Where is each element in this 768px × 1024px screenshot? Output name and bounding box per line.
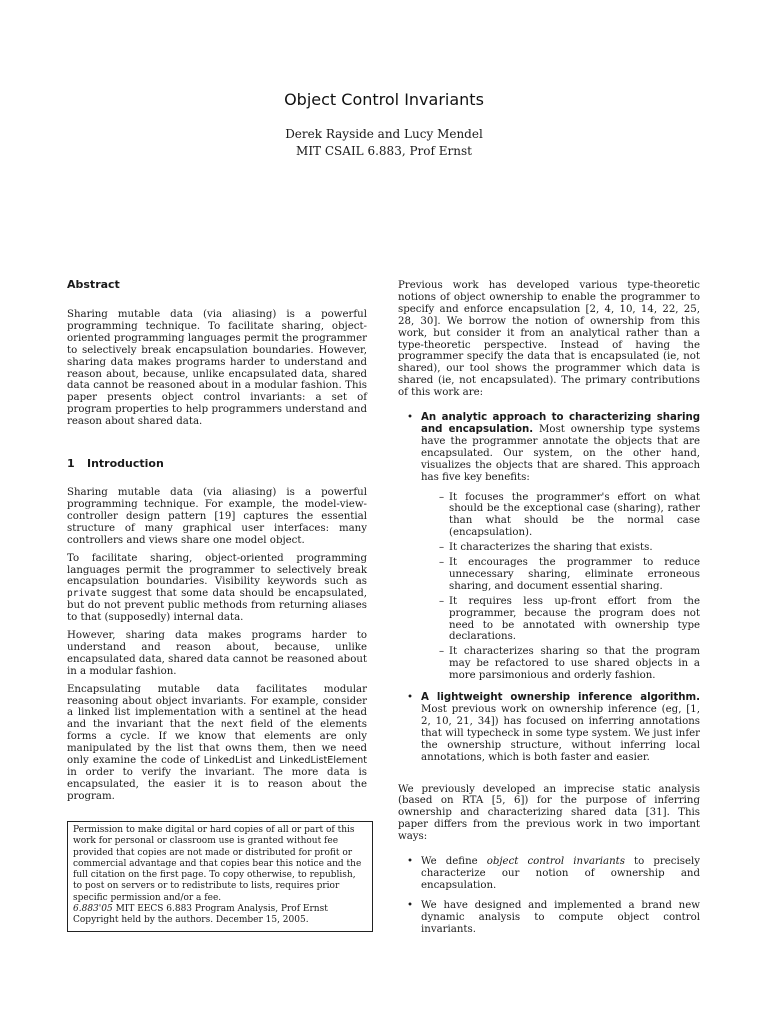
code-private: private	[67, 588, 108, 600]
list-item: – It characterizes sharing so that the program may be refactored to use shared objects in a more parsimonious and orderly fashion.	[439, 646, 700, 682]
contribution-1-lead: An analytic approach to characterizing sharing and encapsulation.	[421, 412, 700, 435]
list-item: • A lightweight ownership inference algorithm. Most previous work on ownership inference (eg, [1, 2, 10, 21, 34]) has focused on inferring annotations that will typecheck in some type system. We just infer the ownership structure, without inferring local annotations, which is both faster and easier.	[407, 692, 700, 763]
intro-paragraph-2: To facilitate sharing, object-oriented programming languages permit the programmer to selectively break encapsulation boundaries. Visibility keywords such as private suggest that some data should be encapsulated, but do not prevent public methods from returning aliases to that (supposedly) internal data.	[67, 552, 367, 624]
contribution-2-text: Most previous work on ownership inference (eg, [1, 2, 10, 21, 34]) has focused on inferring annotations that will typecheck in some type system. We just infer the ownership structure, without inferring local annotations, which is both faster and easier.	[421, 704, 700, 763]
intro-paragraph-4: Encapsulating mutable data facilitates modular reasoning about object invariants. For example, consider a linked list implementation with a sentinel at the head and the invariant that the next field of the elements forms a cycle. If we know that elements are only manipulated by the list that owns them, then we need only examine the code of LinkedList and LinkedListElement in order to verify the invariant. The more data is encapsulated, the easier it is to reason about the program.	[67, 683, 367, 802]
contribution-1-text: Most ownership type systems have the programmer annotate the objects that are encapsulated. Our system, on the other hand, visualizes the objects that are shared. This approach has five key benefits:	[421, 423, 700, 483]
list-item: – It focuses the programmer's effort on what should be the exceptional case (sharing), rather than what should be the normal case (encapsulation).	[439, 491, 700, 539]
list-item: – It encourages the programmer to reduce unnecessary sharing, eliminate erroneous sharing, and document essential sharing.	[439, 557, 700, 592]
author-names: Derek Rayside and Lucy Mendel	[285, 127, 483, 141]
author-affiliation: MIT CSAIL 6.883, Prof Ernst	[296, 144, 472, 158]
intro-paragraph-3: However, sharing data makes programs harder to understand and reason about, because, unlike encapsulated data, shared data cannot be reasoned about in a modular fashion.	[67, 630, 367, 677]
abstract-text: Sharing mutable data (via aliasing) is a powerful programming technique. To facilitate sharing, object-oriented programming languages permit the programmer to selectively break encapsulation boundaries. However, sharing data makes programs harder to understand and reason about, because, unlike encapsulated data, shared data cannot be reasoned about in a modular fashion. This paper presents object control invariants: a set of program properties to help programmers understand and reason about shared data.	[67, 309, 367, 428]
code-next: next	[220, 719, 244, 731]
list-item: • We define object control invariants to precisely characterize our notion of ownership and encapsulation.	[407, 856, 701, 891]
right-column	[398, 280, 700, 936]
differences-list	[398, 856, 700, 935]
term-object-control-invariants: object control invariants	[486, 856, 625, 868]
intro-heading	[67, 457, 367, 471]
intro-paragraph-1: Sharing mutable data (via aliasing) is a powerful programming technique. For example, the model-view-controller design pattern [19] captures the essential structure of many graphical user interfaces: many controllers and views share one model object.	[67, 487, 367, 546]
contributions-list	[398, 412, 700, 763]
permission-text: Permission to make digital or hard copies of all or part of this work for personal or classroom use is granted without fee provided that copies are not made or distributed for profit or commercial advantage and that copies bear this notice and the full citation on the first page. To copy otherwise, to republish, to post on servers or to redistribute to lists, requires prior specific permission and/or a fee.	[73, 825, 362, 903]
section-title: Introduction	[87, 457, 164, 471]
right-paragraph-2: We previously developed an imprecise static analysis (based on RTA [5, 6]) for the purpose of inferring ownership and characterizing shared data [31]. This paper differs from the previous work in two important ways:	[398, 783, 700, 843]
class-linkedlist: LinkedList	[203, 755, 252, 767]
section-number: 1	[67, 457, 75, 471]
list-item: • An analytic approach to characterizing sharing and encapsulation. Most ownership type systems have the programmer annotate the objects that are encapsulated. Our system, on the other hand, visualizes the objects that are shared. This approach has five key benefits: – It focuses the programmer's effort on what should be the exceptional case (sharing), rather than what should be the normal case (encapsulation). – It characterizes the sharing that exists. – It encourages the programmer to reduce unnecessary sharing, eliminate erroneous sharing, and document essential sharing. – It requires less up-front effort from the programmer, because the program does not need to be annotated with ownership type declarations. – It characterizes sharing so that the program may be refactored to use shared objects in a more parsimonious and orderly fashion.	[407, 412, 700, 682]
permission-box	[67, 821, 373, 932]
left-column	[67, 278, 367, 803]
venue-line: 6.883'05 MIT EECS 6.883 Program Analysis, Prof Ernst	[73, 904, 328, 915]
paper-title: Object Control Invariants	[284, 90, 484, 109]
author-block	[0, 126, 768, 160]
list-item: • We have designed and implemented a brand new dynamic analysis to compute object control invariants.	[407, 899, 700, 935]
copyright-line: Copyright held by the authors. December 15, 2005.	[73, 915, 309, 926]
benefits-list	[421, 492, 700, 683]
contribution-2-lead: A lightweight ownership inference algorithm.	[421, 692, 700, 704]
list-item: – It requires less up-front effort from the programmer, because the program does not need to be annotated with ownership type declarations.	[439, 595, 700, 643]
class-linkedlistelement: LinkedListElement	[279, 755, 367, 767]
abstract-heading: Abstract	[67, 278, 120, 291]
list-item: – It characterizes the sharing that exists.	[439, 542, 653, 554]
right-paragraph-1: Previous work has developed various type-theoretic notions of object ownership to enable the programmer to specify and enforce encapsulation [2, 4, 10, 14, 22, 25, 28, 30]. We borrow the notion of ownership from this work, but consider it from an analytical rather than a type-theoretic perspective. Instead of having the programmer specify the data that is encapsulated (ie, not shared), our tool shows the programmer which data is shared (ie, not encapsulated). The primary contributions of this work are:	[398, 280, 700, 399]
